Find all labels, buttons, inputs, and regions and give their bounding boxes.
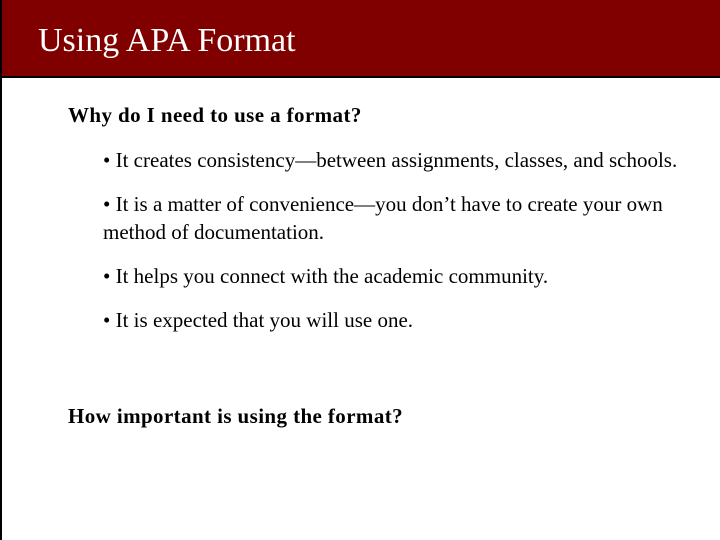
bullet-marker: •	[103, 308, 111, 332]
bullet-marker: •	[103, 192, 111, 216]
bullet-text: It helps you connect with the academic community.	[115, 264, 549, 288]
bullet-marker: •	[103, 264, 111, 288]
question-importance: How important is using the format?	[68, 404, 404, 428]
bullet-item-community	[103, 262, 683, 290]
question-why-format: Why do I need to use a format?	[68, 103, 362, 127]
bullet-item-consistency	[103, 146, 683, 174]
bullet-text: It is a matter of convenience—you don’t have to create your own method of documentation.	[103, 192, 663, 244]
bullet-text: It creates consistency—between assignments, classes, and schools.	[115, 148, 678, 172]
bullet-text: It is expected that you will use one.	[115, 308, 414, 332]
bullet-item-expected	[103, 306, 683, 334]
bullet-item-convenience	[103, 190, 683, 246]
bullet-list	[103, 146, 683, 350]
slide-title: Using APA Format	[38, 22, 296, 59]
bullet-marker: •	[103, 148, 111, 172]
title-bar	[2, 0, 720, 78]
